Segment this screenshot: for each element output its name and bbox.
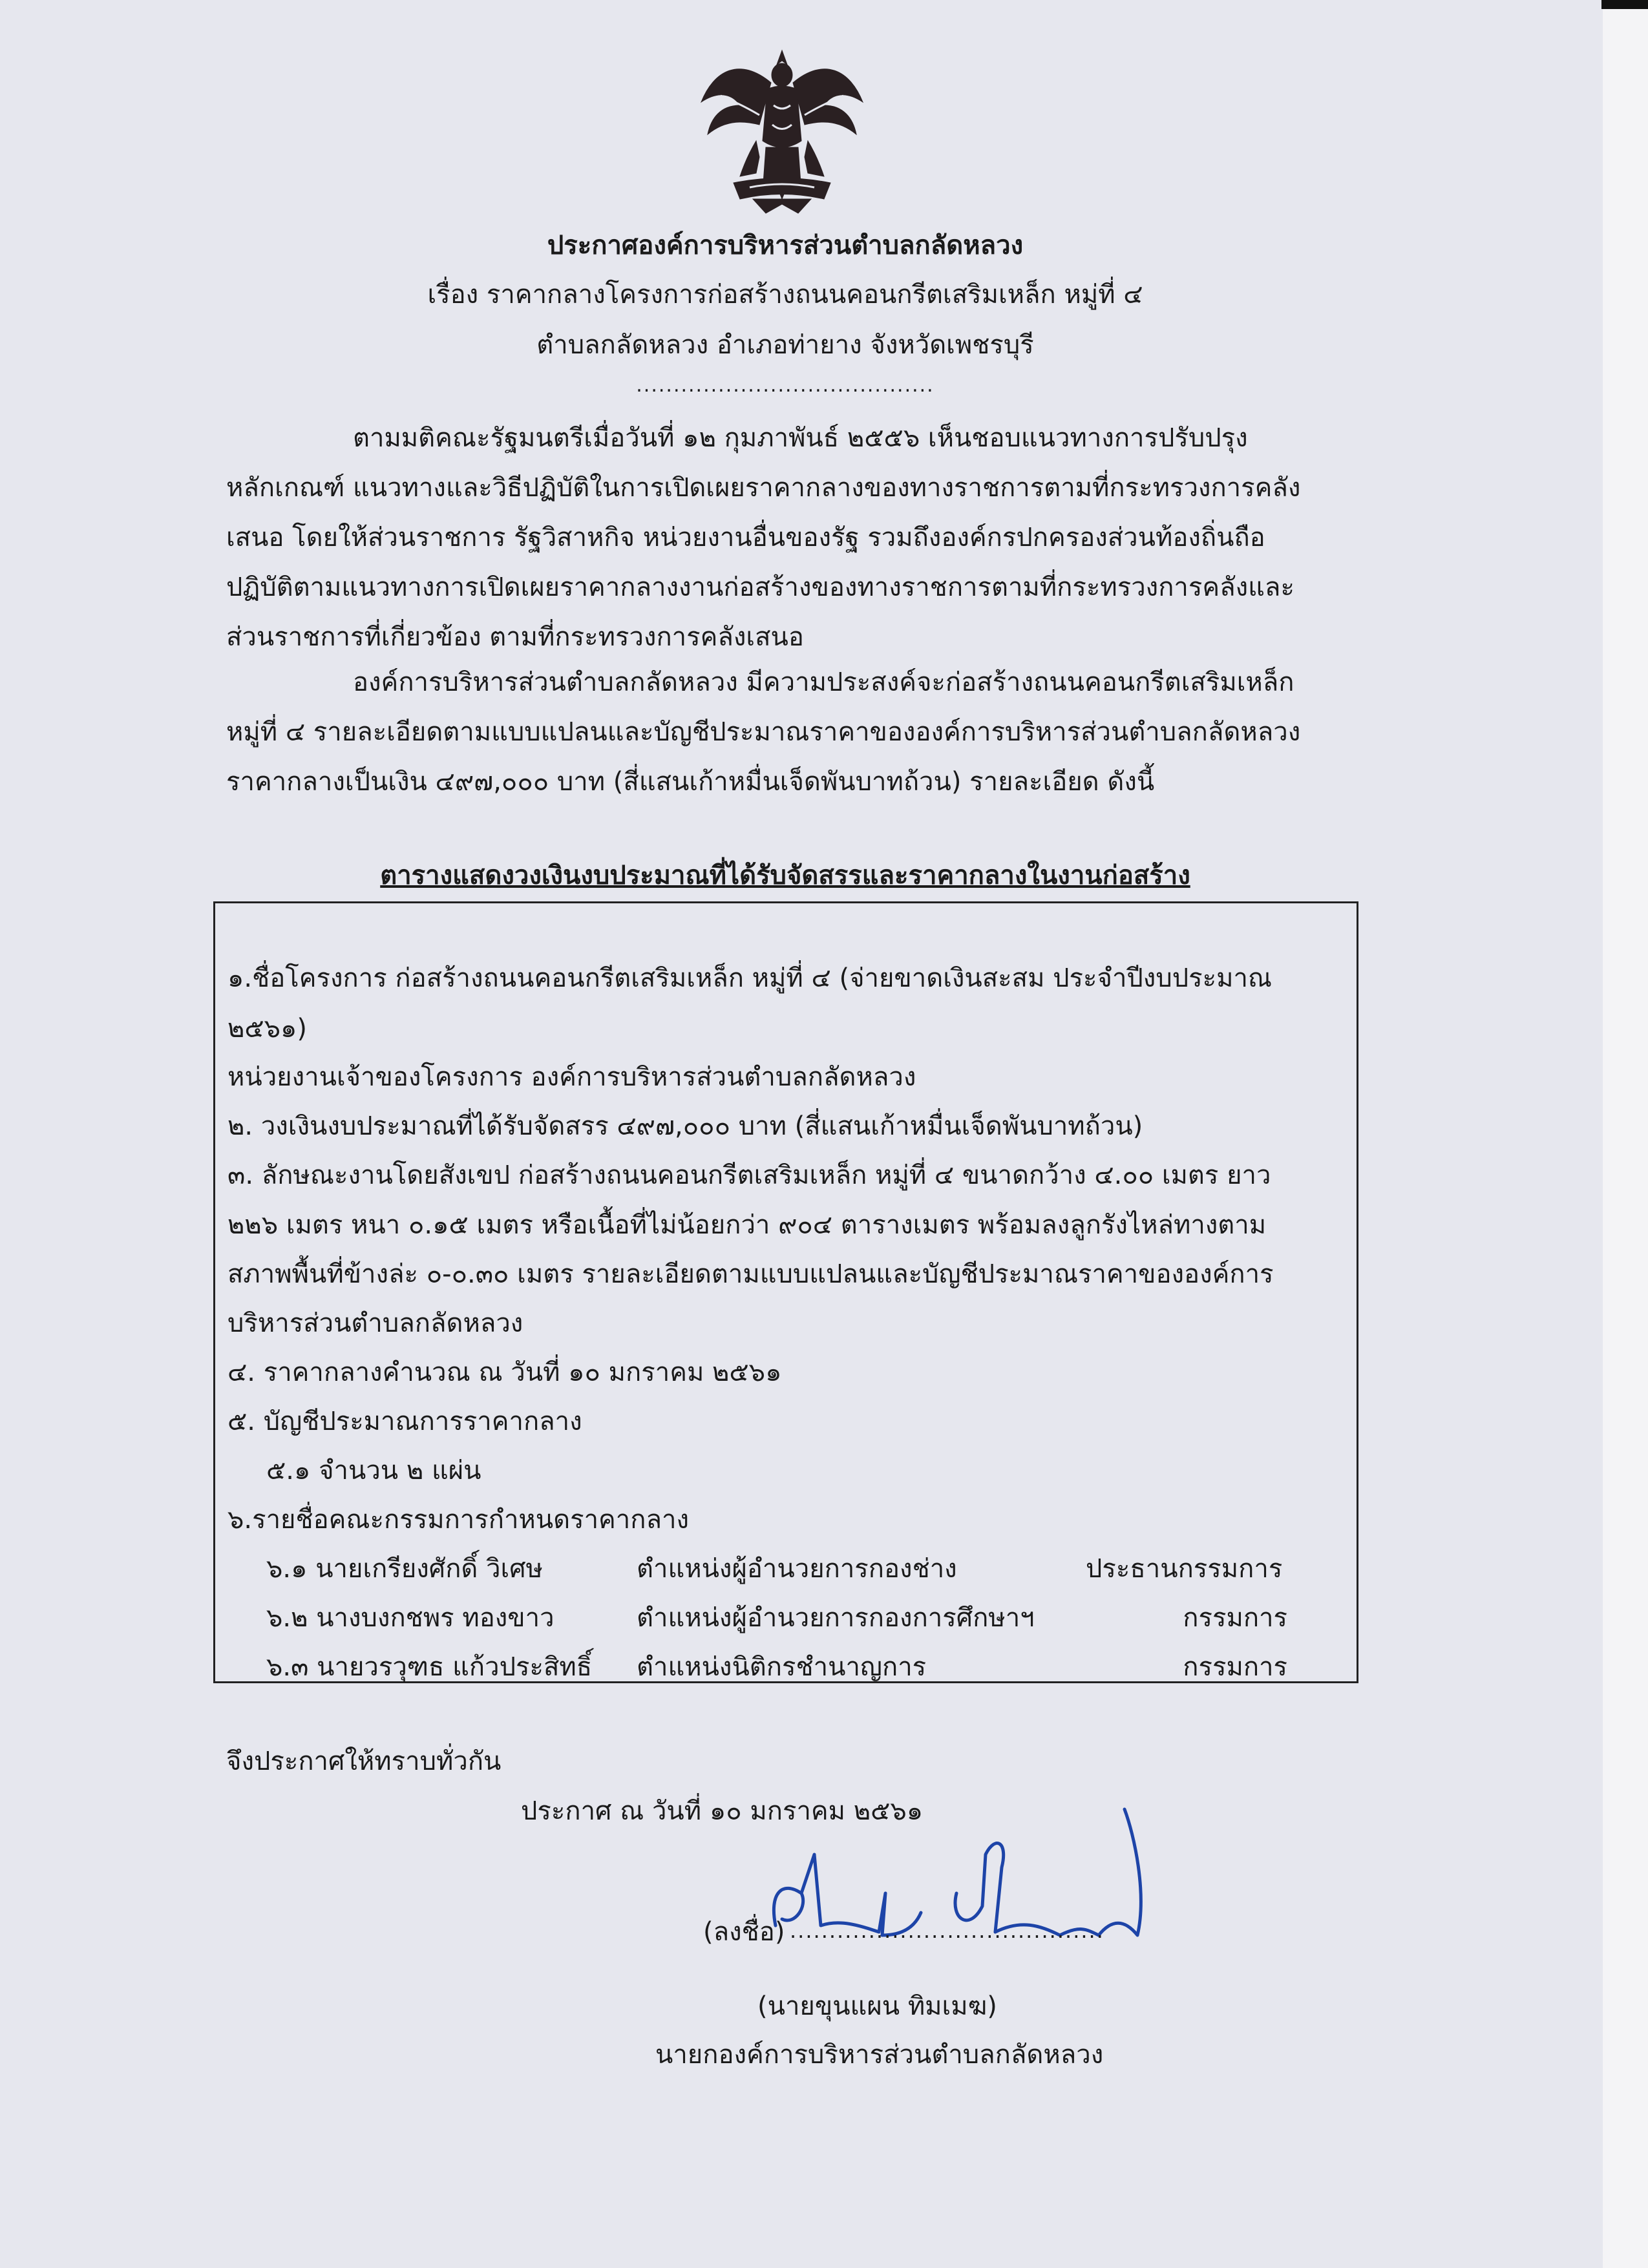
announcement-title: ประกาศองค์การบริหารส่วนตำบลกลัดหลวง xyxy=(547,231,1024,260)
signed-label: (ลงชื่อ) xyxy=(703,1917,785,1947)
table-line: ๒๕๖๑) xyxy=(227,1014,308,1044)
committee-name: ๖.๒ นางบงกชพร ทองขาว xyxy=(266,1603,555,1633)
signature-dotted-line: ........................................ xyxy=(790,1918,1104,1943)
committee-position: ตำแหน่งผู้อำนวยการกองช่าง xyxy=(637,1554,957,1584)
paragraph-line: ส่วนราชการที่เกี่ยวข้อง ตามที่กระทรวงการคลังเสนอ xyxy=(226,622,804,652)
committee-name: ๖.๓ นายวรวุฑธ แก้วประสิทธิ์ xyxy=(266,1652,593,1682)
paragraph-line: ปฏิบัติตามแนวทางการเปิดเผยราคากลางงานก่อสร้างของทางราชการตามที่กระทรวงการคลังและ xyxy=(226,572,1294,602)
page-edge xyxy=(1603,0,1648,2268)
committee-role: กรรมการ xyxy=(1183,1652,1287,1682)
header-divider: ........................................ xyxy=(636,374,935,397)
table-heading: ตารางแสดงวงเงินงบประมาณที่ได้รับจัดสรรและราคากลางในงานก่อสร้าง xyxy=(380,861,1190,890)
committee-name: ๖.๑ นายเกรียงศักดิ์ วิเศษ xyxy=(266,1554,543,1584)
paragraph-line: เสนอ โดยให้ส่วนราชการ รัฐวิสาหกิจ หน่วยงานอื่นของรัฐ รวมถึงองค์กรปกครองส่วนท้องถิ่นถือ xyxy=(226,523,1265,552)
paragraph-line: ราคากลางเป็นเงิน ๔๙๗,๐๐๐ บาท (สี่แสนเก้าหมื่นเจ็ดพันบาทถ้วน) รายละเอียด ดังนี้ xyxy=(226,767,1155,797)
table-line: สภาพพื้นที่ข้างล่ะ ๐-๐.๓๐ เมตร รายละเอียดตามแบบแปลนและบัญชีประมาณราคาขององค์การ xyxy=(227,1259,1274,1289)
paragraph-line: ตามมติคณะรัฐมนตรีเมื่อวันที่ ๑๒ กุมภาพันธ์ ๒๕๕๖ เห็นชอบแนวทางการปรับปรุง xyxy=(353,423,1248,453)
table-line: ๑.ชื่อโครงการ ก่อสร้างถนนคอนกรีตเสริมเหล็ก หมู่ที่ ๔ (จ่ายขาดเงินสะสม ประจำปีงบประมาณ xyxy=(227,963,1273,993)
table-line: บริหารส่วนตำบลกลัดหลวง xyxy=(227,1308,523,1338)
garuda-emblem-icon xyxy=(695,44,869,218)
table-line: ๒๒๖ เมตร หนา ๐.๑๕ เมตร หรือเนื้อที่ไม่น้อยกว่า ๙๐๔ ตารางเมตร พร้อมลงลูกรังไหล่ทางตาม xyxy=(227,1210,1267,1240)
subject-line: เรื่อง ราคากลางโครงการก่อสร้างถนนคอนกรีตเสริมเหล็ก หมู่ที่ ๔ xyxy=(427,280,1143,310)
announce-date: ประกาศ ณ วันที่ ๑๐ มกราคม ๒๕๖๑ xyxy=(521,1796,924,1826)
committee-position: ตำแหน่งนิติกรชำนาญการ xyxy=(637,1652,927,1682)
table-line: ๒. วงเงินงบประมาณที่ได้รับจัดสรร ๔๙๗,๐๐๐ บาท (สี่แสนเก้าหมื่นเจ็ดพันบาทถ้วน) xyxy=(227,1111,1143,1141)
committee-role: ประธานกรรมการ xyxy=(1086,1554,1283,1584)
committee-role: กรรมการ xyxy=(1183,1603,1287,1633)
table-line: ๔. ราคากลางคำนวณ ณ วันที่ ๑๐ มกราคม ๒๕๖๑ xyxy=(227,1358,782,1387)
scan-edge-mark xyxy=(1601,0,1648,9)
paragraph-line: หลักเกณฑ์ แนวทางและวิธีปฏิบัติในการเปิดเผยราคากลางของทางราชการตามที่กระทรวงการคลัง xyxy=(226,473,1301,503)
committee-position: ตำแหน่งผู้อำนวยการกองการศึกษาฯ xyxy=(637,1603,1035,1633)
table-line: ๖.รายชื่อคณะกรรมการกำหนดราคากลาง xyxy=(227,1505,689,1535)
location-line: ตำบลกลัดหลวง อำเภอท่ายาง จังหวัดเพชรบุรี xyxy=(536,330,1034,360)
paragraph-line: องค์การบริหารส่วนตำบลกลัดหลวง มีความประสงค์จะก่อสร้างถนนคอนกรีตเสริมเหล็ก xyxy=(353,667,1294,697)
table-line: ๕. บัญชีประมาณการราคากลาง xyxy=(227,1407,582,1436)
signer-name: (นายขุนแผน ทิมเมฆ) xyxy=(757,1991,997,2021)
paragraph-line: หมู่ที่ ๔ รายละเอียดตามแบบแปลนและบัญชีประมาณราคาขององค์การบริหารส่วนตำบลกลัดหลวง xyxy=(226,717,1301,747)
announce-line: จึงประกาศให้ทราบทั่วกัน xyxy=(226,1747,502,1776)
signer-title: นายกองค์การบริหารส่วนตำบลกลัดหลวง xyxy=(655,2040,1104,2070)
table-line: ๕.๑ จำนวน ๒ แผ่น xyxy=(266,1456,481,1486)
table-line: หน่วยงานเจ้าของโครงการ องค์การบริหารส่วนตำบลกลัดหลวง xyxy=(227,1062,916,1092)
table-line: ๓. ลักษณะงานโดยสังเขป ก่อสร้างถนนคอนกรีตเสริมเหล็ก หมู่ที่ ๔ ขนาดกว้าง ๔.๐๐ เมตร ยาว xyxy=(227,1160,1271,1190)
